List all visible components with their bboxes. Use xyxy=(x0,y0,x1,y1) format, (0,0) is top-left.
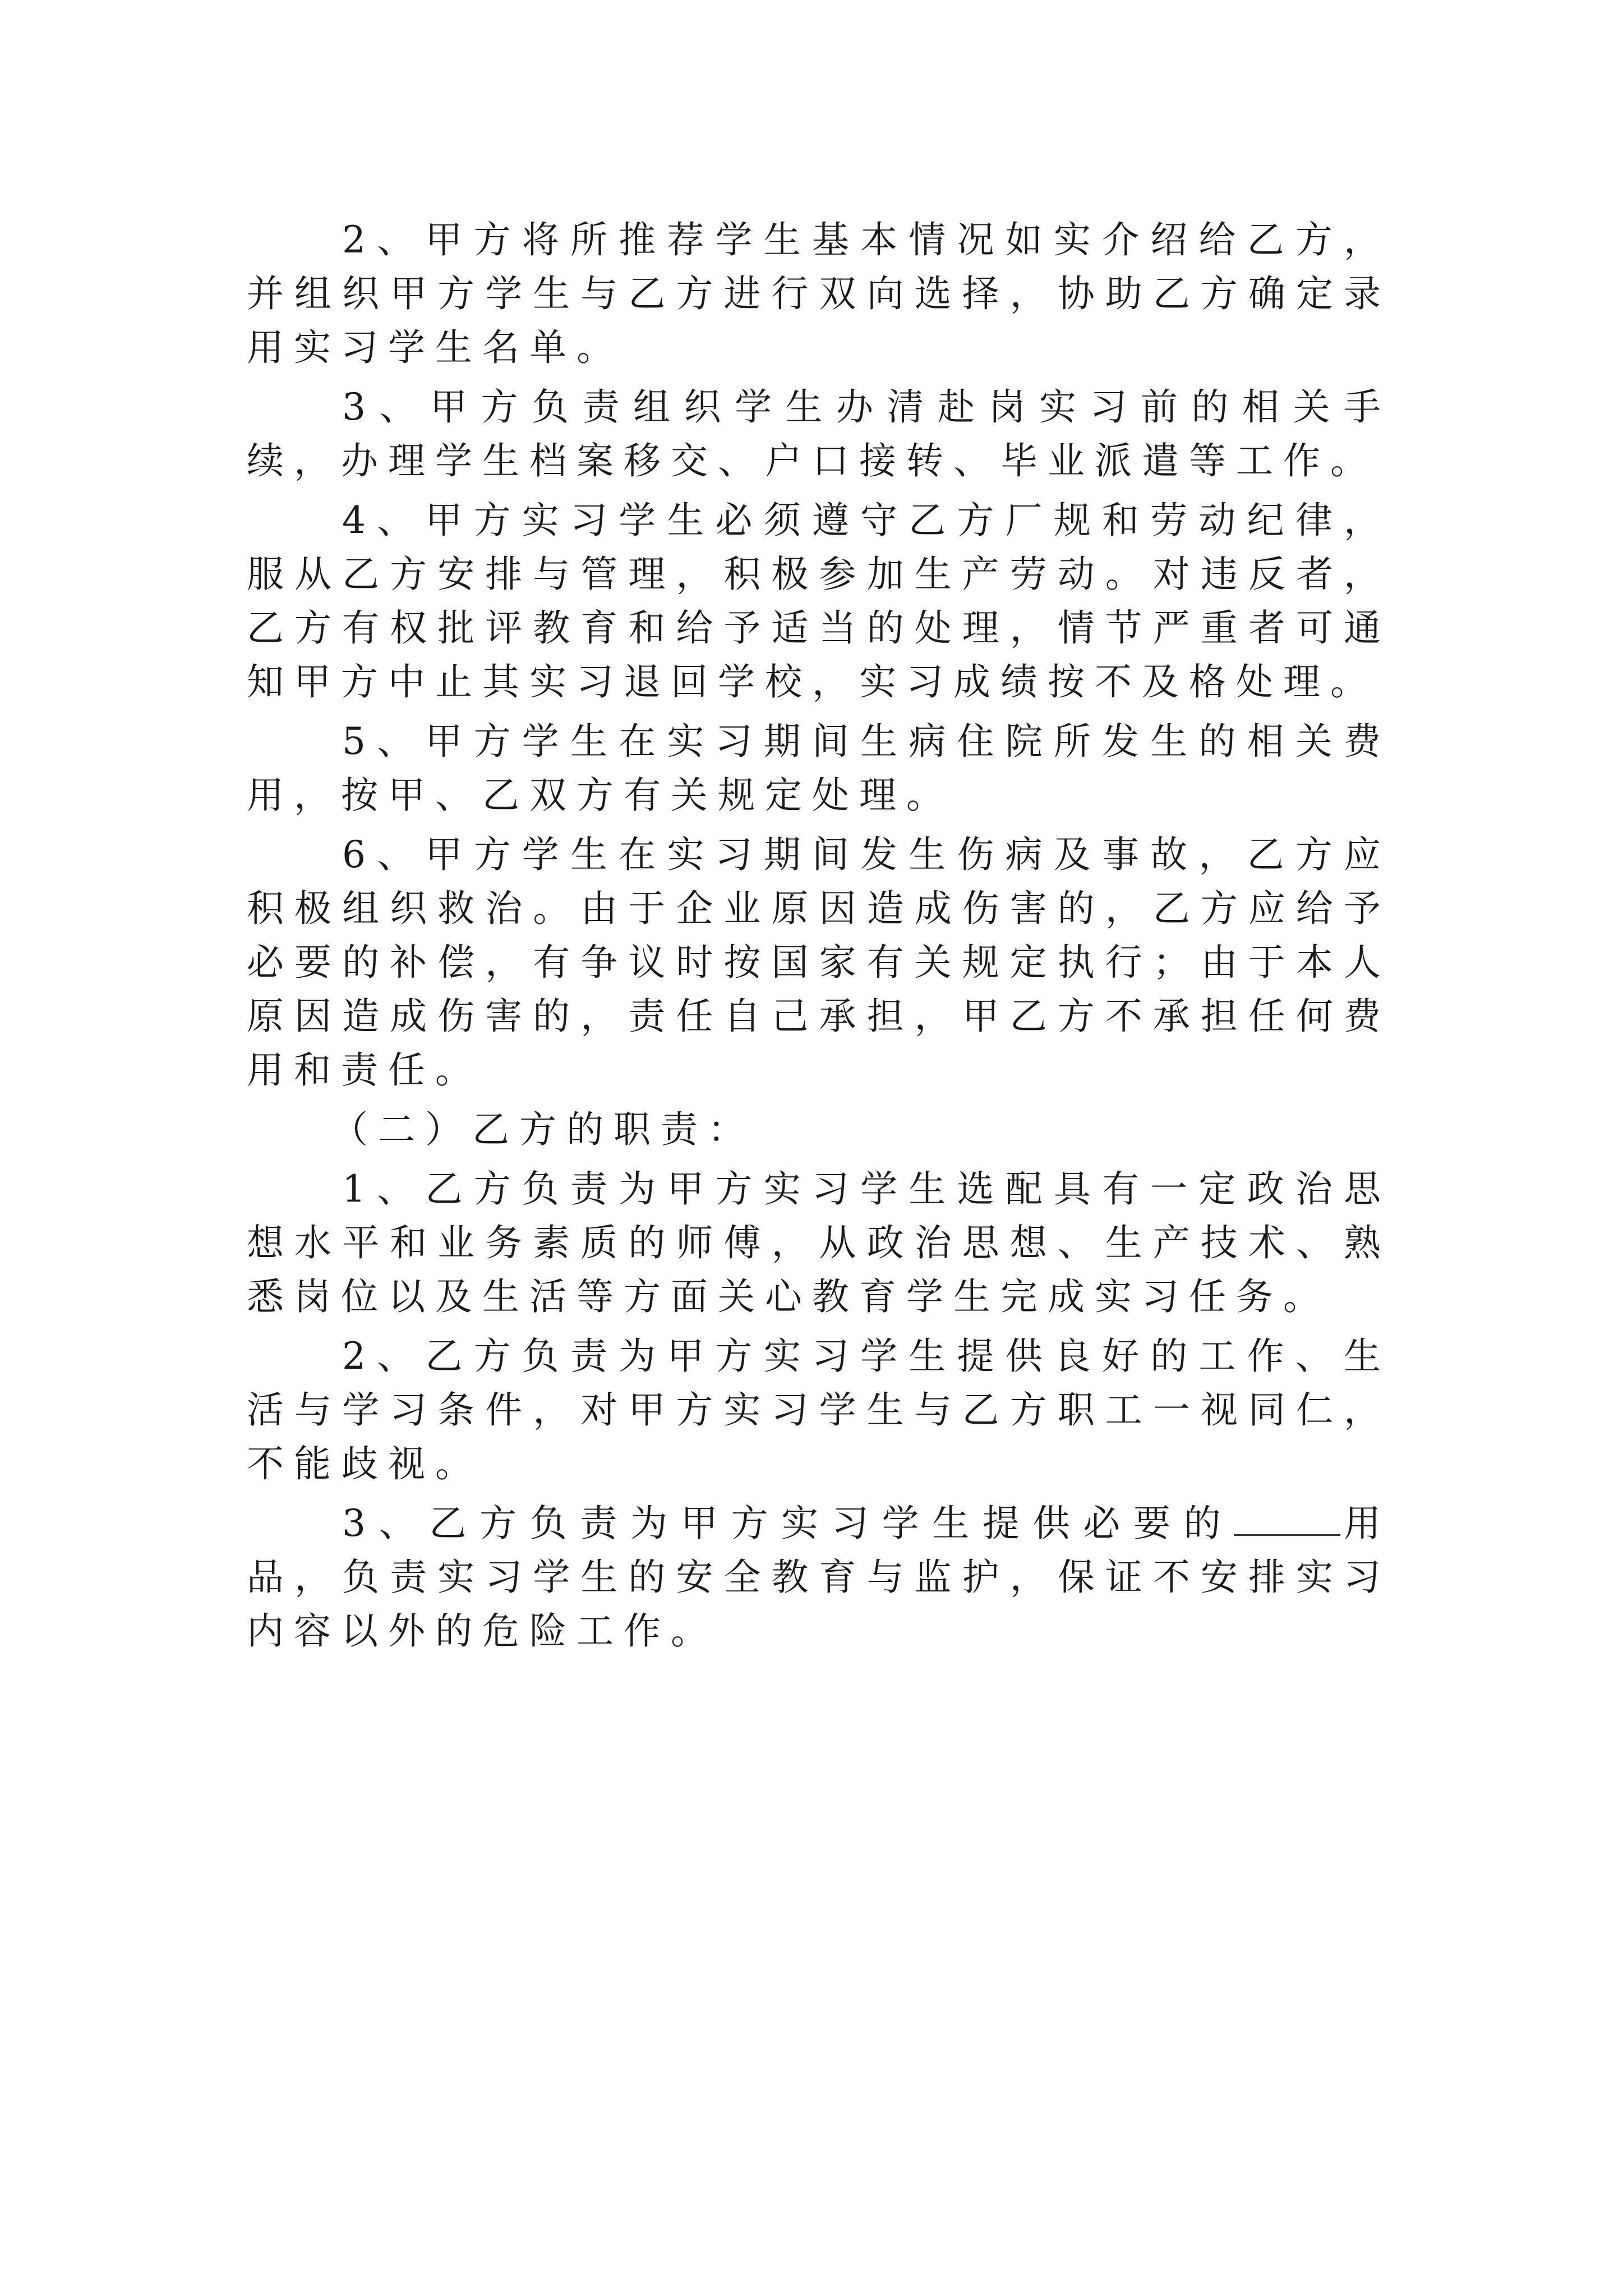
paragraph-item-6: 6、甲方学生在实习期间发生伤病及事故，乙方应积极组织救治。由于企业原因造成伤害的，乙方应给予必要的补偿，有争议时按国家有关规定执行；由于本人原因造成伤害的，责任自己承担，甲乙方不承担任何费用和责任。 xyxy=(247,833,1391,1092)
fill-in-blank xyxy=(1234,1501,1340,1536)
section-paragraph-1: 1、乙方负责为甲方实习学生选配具有一定政治思想水平和业务素质的师傅，从政治思想、生产技术、熟悉岗位以及生活等方面关心教育学生完成实习任务。 xyxy=(247,1167,1391,1318)
paragraph-item-5: 5、甲方学生在实习期间生病住院所发生的相关费用，按甲、乙双方有关规定处理。 xyxy=(247,720,1391,817)
document-body xyxy=(247,213,1391,1664)
paragraph-text-after-blank: 用品，负责实习学生的安全教育与监护，保证不安排实习内容以外的危险工作。 xyxy=(247,1502,1391,1653)
section-paragraph-2: 2、乙方负责为甲方实习学生提供良好的工作、生活与学习条件，对甲方实习学生与乙方职工一视同仁，不能歧视。 xyxy=(247,1335,1391,1485)
section-heading: （二）乙方的职责： xyxy=(331,1108,755,1151)
paragraph-item-2: 2、甲方将所推荐学生基本情况如实介绍给乙方，并组织甲方学生与乙方进行双向选择，协助乙方确定录用实习学生名单。 xyxy=(247,218,1391,369)
section-paragraph-3 xyxy=(247,1497,1391,1658)
paragraph-text-before-blank: 3、乙方负责为甲方实习学生提供必要的 xyxy=(342,1502,1234,1545)
paragraph-item-4: 4、甲方实习学生必须遵守乙方厂规和劳动纪律，服从乙方安排与管理，积极参加生产劳动。对违反者，乙方有权批评教育和给予适当的处理，情节严重者可通知甲方中止其实习退回学校，实习成绩按不及格处理。 xyxy=(247,499,1391,703)
paragraph-item-3: 3、甲方负责组织学生办清赴岗实习前的相关手续，办理学生档案移交、户口接转、毕业派遣等工作。 xyxy=(247,385,1391,482)
